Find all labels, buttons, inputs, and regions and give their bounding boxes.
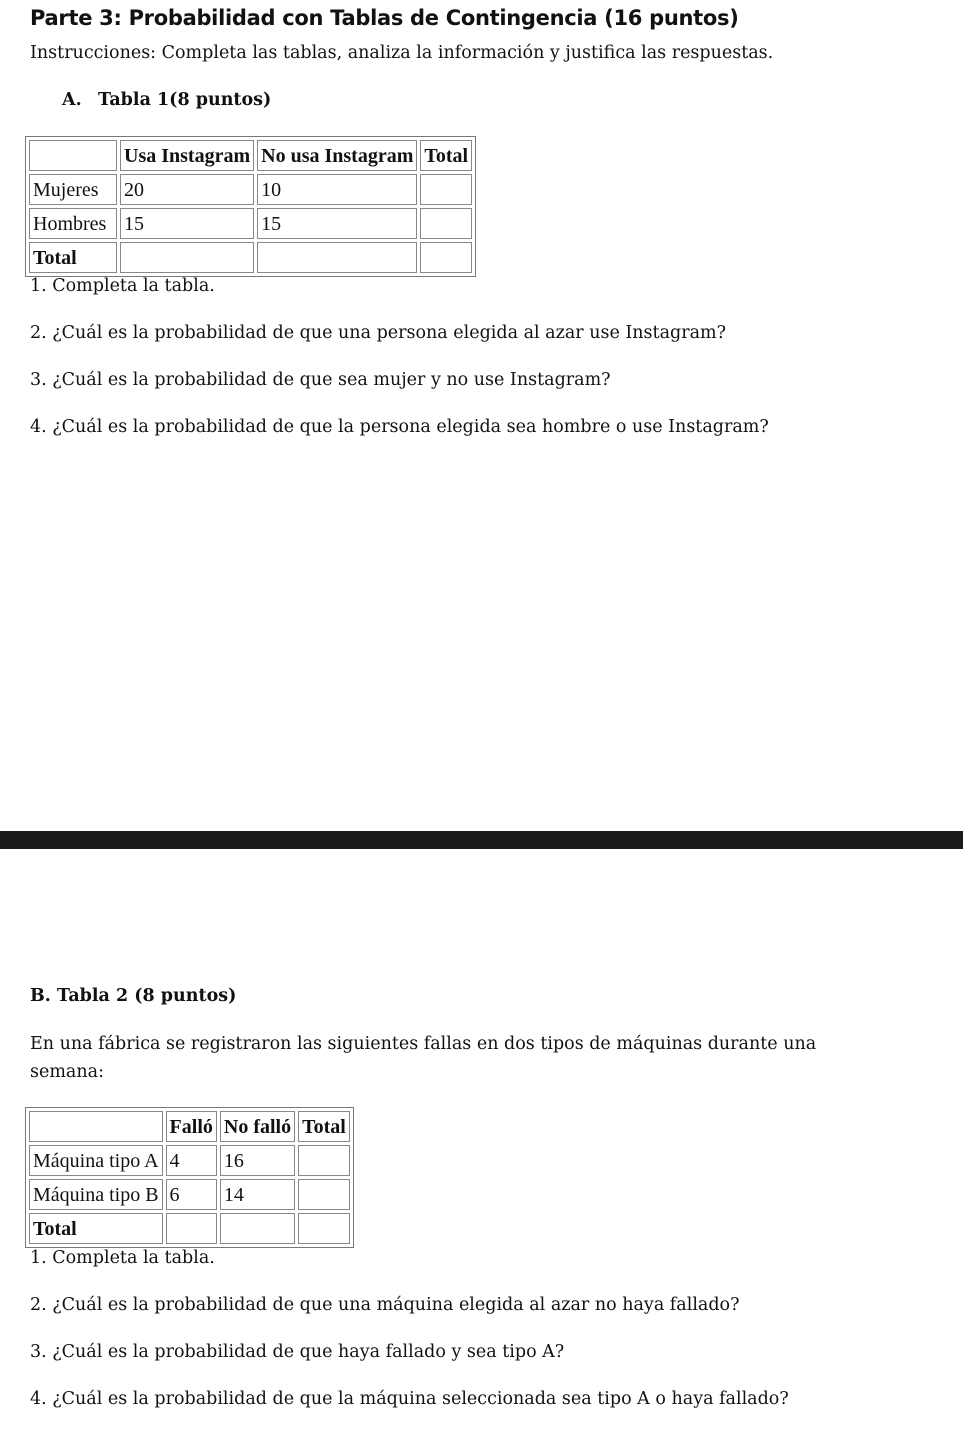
section-b-heading: B. Tabla 2 (8 puntos) <box>30 986 237 1006</box>
header-cell: No usa Instagram <box>257 140 417 171</box>
header-cell: Usa Instagram <box>120 140 254 171</box>
page-title: Parte 3: Probabilidad con Tablas de Contingencia (16 puntos) <box>30 6 739 30</box>
table-cell: 4 <box>166 1145 217 1176</box>
table-row <box>29 242 472 273</box>
table-cell: 20 <box>120 174 254 205</box>
table-2 <box>25 1107 354 1248</box>
table-cell[interactable] <box>257 242 417 273</box>
table-cell: 14 <box>220 1179 295 1210</box>
table-cell: 6 <box>166 1179 217 1210</box>
header-cell: No falló <box>220 1111 295 1142</box>
header-cell: Falló <box>166 1111 217 1142</box>
section-b-intro: En una fábrica se registraron las siguientes fallas en dos tipos de máquinas durante una <box>30 1034 817 1054</box>
table-row <box>29 1179 350 1210</box>
section-b-intro-cont: semana: <box>30 1062 104 1082</box>
table-cell: 10 <box>257 174 417 205</box>
question-b2: 2. ¿Cuál es la probabilidad de que una máquina elegida al azar no haya fallado? <box>30 1295 740 1315</box>
header-cell-empty <box>29 140 117 171</box>
header-cell: Total <box>420 140 472 171</box>
table-cell[interactable] <box>298 1213 350 1244</box>
section-a-heading: Tabla 1(8 puntos) <box>98 90 272 110</box>
table-header-row <box>29 140 472 171</box>
table-cell[interactable] <box>166 1213 217 1244</box>
question-a2: 2. ¿Cuál es la probabilidad de que una persona elegida al azar use Instagram? <box>30 323 726 343</box>
table-cell[interactable] <box>120 242 254 273</box>
row-label: Hombres <box>29 208 117 239</box>
table-cell[interactable] <box>298 1179 350 1210</box>
table-header-row <box>29 1111 350 1142</box>
instructions: Instrucciones: Completa las tablas, analiza la información y justifica las respuestas. <box>30 43 774 63</box>
table-1 <box>25 136 476 277</box>
section-a-label: A. <box>62 90 82 110</box>
question-a4: 4. ¿Cuál es la probabilidad de que la persona elegida sea hombre o use Instagram? <box>30 417 769 437</box>
table-cell[interactable] <box>298 1145 350 1176</box>
table-cell: 16 <box>220 1145 295 1176</box>
table-row <box>29 174 472 205</box>
row-label: Máquina tipo A <box>29 1145 163 1176</box>
table-cell[interactable] <box>420 208 472 239</box>
row-label: Mujeres <box>29 174 117 205</box>
table-row <box>29 208 472 239</box>
page-divider <box>0 831 963 849</box>
question-b4: 4. ¿Cuál es la probabilidad de que la máquina seleccionada sea tipo A o haya fallado? <box>30 1389 789 1409</box>
table-cell[interactable] <box>420 174 472 205</box>
table-cell: 15 <box>120 208 254 239</box>
row-label: Total <box>29 242 117 273</box>
row-label: Total <box>29 1213 163 1244</box>
question-b3: 3. ¿Cuál es la probabilidad de que haya fallado y sea tipo A? <box>30 1342 565 1362</box>
question-b1: 1. Completa la tabla. <box>30 1248 215 1268</box>
table-cell[interactable] <box>420 242 472 273</box>
table-row <box>29 1213 350 1244</box>
header-cell: Total <box>298 1111 350 1142</box>
question-a1: 1. Completa la tabla. <box>30 276 215 296</box>
table-cell[interactable] <box>220 1213 295 1244</box>
header-cell-empty <box>29 1111 163 1142</box>
row-label: Máquina tipo B <box>29 1179 163 1210</box>
table-cell: 15 <box>257 208 417 239</box>
table-row <box>29 1145 350 1176</box>
question-a3: 3. ¿Cuál es la probabilidad de que sea mujer y no use Instagram? <box>30 370 611 390</box>
